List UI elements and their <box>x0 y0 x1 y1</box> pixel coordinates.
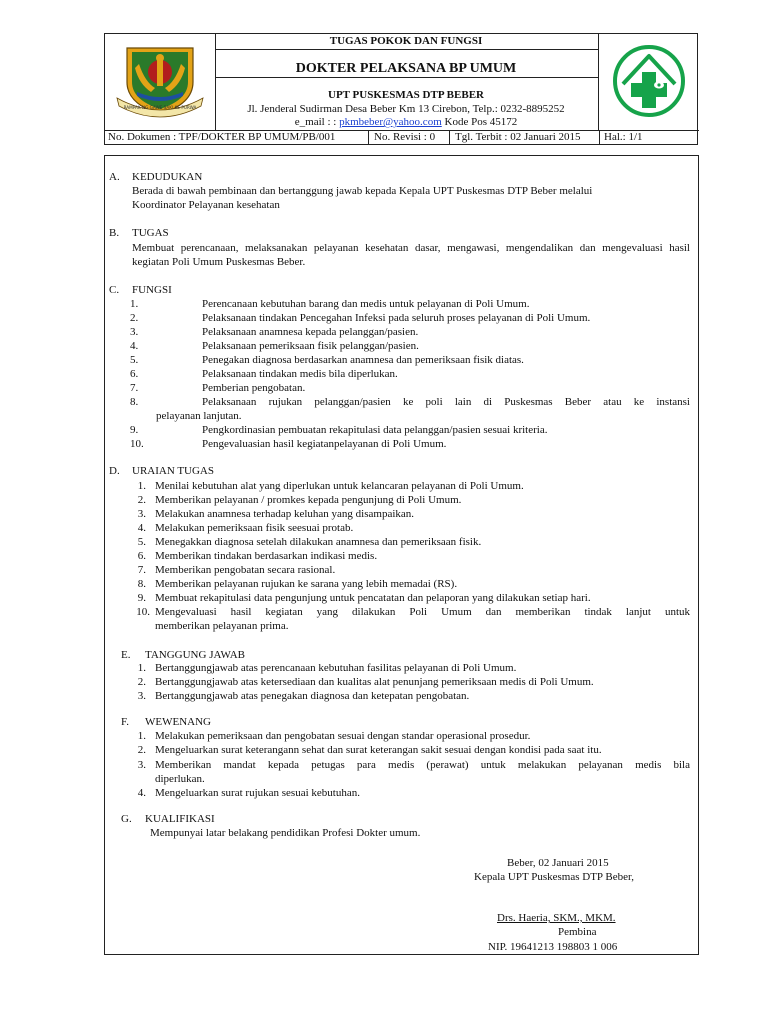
list-number: 7. <box>130 382 139 394</box>
list-number: 4. <box>130 340 139 352</box>
header-address: Jl. Jenderal Sudirman Desa Beber Km 13 Cirebon, Telp.: 0232-8895252 <box>247 103 565 115</box>
function-item: Perencanaan kebutuhan barang dan medis untuk pelayanan di Poli Umum. <box>202 298 530 310</box>
authority-item: Melakukan pemeriksaan dan pengobatan sesuai dengan standar operasional prosedur. <box>155 730 531 742</box>
function-item: Pelaksanaan anamnesa kepada pelanggan/pasien. <box>202 326 419 338</box>
doc-number: No. Dokumen : TPF/DOKTER BP UMUM/PB/001 <box>108 131 336 143</box>
duty-item-continuation: memberikan pelayanan prima. <box>155 620 289 632</box>
duty-item: Memberikan pelayanan / promkes kepada pengunjung di Poli Umum. <box>155 494 462 506</box>
function-item: Pengevaluasian hasil kegiatanpelayanan di Poli Umum. <box>202 438 447 450</box>
list-number: 10. <box>130 438 144 450</box>
function-item: Pelaksanaan pemeriksaan fisik pelanggan/pasien. <box>202 340 419 352</box>
signature-place-date: Beber, 02 Januari 2015 <box>507 857 609 869</box>
duty-item: Mengevaluasi hasil kegiatan yang dilakukan Poli Umum dan memberikan tindak lanjut untuk <box>155 606 690 618</box>
signature-rank: Pembina <box>558 926 597 938</box>
header-title-top: TUGAS POKOK DAN FUNGSI <box>329 35 483 47</box>
section-c-title: FUNGSI <box>132 284 172 296</box>
list-number: 6. <box>130 368 139 380</box>
list-number: 3. <box>137 690 146 702</box>
authority-item: Mengeluarkan surat rujukan sesuai kebutuhan. <box>155 787 360 799</box>
function-item: Pelaksanaan tindakan medis bila diperlukan. <box>202 368 398 380</box>
section-a-line1: Berada di bawah pembinaan dan bertanggung jawab kepada Kepala UPT Puskesmas DTP Beber melalui <box>132 185 593 197</box>
section-f-title: WEWENANG <box>145 716 211 728</box>
list-number: 2. <box>137 494 146 506</box>
list-number: 7. <box>137 564 146 576</box>
puskesmas-logo <box>610 42 688 120</box>
responsibility-item: Bertanggungjawab atas penegakan diagnosa dan ketepatan pengobatan. <box>155 690 470 702</box>
list-number: 1. <box>137 480 146 492</box>
duty-item: Memberikan pengobatan secara rasional. <box>155 564 336 576</box>
revision-number: No. Revisi : 0 <box>374 131 436 143</box>
list-number: 1. <box>137 730 146 742</box>
section-f-letter: F. <box>121 716 129 728</box>
function-item: Penegakan diagnosa berdasarkan anamnesa dan pemeriksaan fisik diatas. <box>202 354 524 366</box>
list-number: 5. <box>130 354 139 366</box>
list-number: 3. <box>137 759 146 771</box>
signature-nip: NIP. 19641213 198803 1 006 <box>488 941 618 953</box>
duty-item: Memberikan tindakan berdasarkan indikasi medis. <box>155 550 378 562</box>
function-item: Pemberian pengobatan. <box>202 382 306 394</box>
duty-item: Membuat rekapitulasi data pengunjung untuk pencatatan dan pelaporan yang dilakukan setiap hari. <box>155 592 591 604</box>
function-item-continuation: pelayanan lanjutan. <box>156 410 242 422</box>
authority-item: Mengeluarkan surat keterangann sehat dan surat keterangan sakit sesuai dengan kondisi pada saat itu. <box>155 744 602 756</box>
list-number: 4. <box>137 787 146 799</box>
list-number: 4. <box>137 522 146 534</box>
section-c-letter: C. <box>109 284 120 296</box>
duty-item: Melakukan pemeriksaan fisik seesuai protab. <box>155 522 354 534</box>
function-item: Pelaksanaan rujukan pelanggan/pasien ke poli lain di Puskesmas Beber atau ke instansi <box>202 396 690 408</box>
duty-item: Menegakkan diagnosa setelah dilakukan anamnesa dan pemeriksaan fisik. <box>155 536 482 548</box>
list-number: 8. <box>137 578 146 590</box>
logo-ribbon-text: RAMPAK NG GAWE SAKI KE PURWA <box>123 105 197 110</box>
list-number: 6. <box>137 550 146 562</box>
function-item: Pelaksanaan tindakan Pencegahan Infeksi pada seluruh proses pelayanan di Poli Umum. <box>202 312 591 324</box>
email-link[interactable]: pkmbeber@yahoo.com <box>339 116 442 128</box>
authority-item-continuation: diperlukan. <box>155 773 205 785</box>
list-number: 9. <box>130 424 139 436</box>
signature-position: Kepala UPT Puskesmas DTP Beber, <box>474 871 634 883</box>
duty-item: Memberikan pelayanan rujukan ke sarana yang lebih memadai (RS). <box>155 578 458 590</box>
list-number: 2. <box>130 312 139 324</box>
list-number: 1. <box>130 298 139 310</box>
list-number: 2. <box>137 744 146 756</box>
section-g-letter: G. <box>121 813 132 825</box>
function-item: Pengkordinasian pembuatan rekapitulasi data pelanggan/pasien sesuai kriteria. <box>202 424 548 436</box>
section-b-title: TUGAS <box>132 227 169 239</box>
duty-item: Melakukan anamnesa terhadap keluhan yang disampaikan. <box>155 508 415 520</box>
section-b-text: Membuat perencanaan, melaksanakan pelayanan kesehatan dasar, mengawasi, mengendalikan dan mengevaluasi hasil kegiatan Poli Umum Puskesmas Beber. <box>132 242 690 268</box>
list-number: 9. <box>137 592 146 604</box>
section-g-text: Mempunyai latar belakang pendidikan Profesi Dokter umum. <box>150 827 421 839</box>
section-d-letter: D. <box>109 465 120 477</box>
email-label: e_mail : : <box>294 116 337 128</box>
header-title-main: DOKTER PELAKSANA BP UMUM <box>295 61 517 76</box>
responsibility-item: Bertanggungjawab atas ketersediaan dan kualitas alat penunjang pemeriksaan medis di Poli Umum. <box>155 676 594 688</box>
list-number: 1. <box>137 662 146 674</box>
issue-date: Tgl. Terbit : 02 Januari 2015 <box>455 131 581 143</box>
duty-item: Menilai kebutuhan alat yang diperlukan untuk kelancaran pelayanan di Poli Umum. <box>155 480 524 492</box>
list-number: 3. <box>130 326 139 338</box>
list-number: 8. <box>130 396 139 408</box>
section-e-title: TANGGUNG JAWAB <box>145 649 245 661</box>
list-number: 10. <box>136 606 150 618</box>
list-number: 3. <box>137 508 146 520</box>
page-number: Hal.: 1/1 <box>604 131 643 143</box>
list-number: 5. <box>137 536 146 548</box>
section-d-title: URAIAN TUGAS <box>132 465 214 477</box>
responsibility-item: Bertanggungjawab atas perencanaan kebutuhan fasilitas pelayanan di Poli Umum. <box>155 662 517 674</box>
list-number: 2. <box>137 676 146 688</box>
header-organization: UPT PUSKESMAS DTP BEBER <box>328 89 484 101</box>
section-e-letter: E. <box>121 649 131 661</box>
signature-name: Drs. Haeria, SKM., MKM. <box>497 912 616 924</box>
section-a-line2: Koordinator Pelayanan kesehatan <box>132 199 280 211</box>
postal-code: Kode Pos 45172 <box>444 116 518 128</box>
section-a-letter: A. <box>109 171 120 183</box>
section-b-letter: B. <box>109 227 120 239</box>
section-g-title: KUALIFIKASI <box>145 813 215 825</box>
section-a-title: KEDUDUKAN <box>132 171 203 183</box>
authority-item: Memberikan mandat kepada petugas para medis (perawat) untuk melakukan pelayanan medis bila <box>155 759 690 771</box>
header-contact <box>214 116 598 128</box>
cirebon-regency-logo <box>115 42 205 120</box>
